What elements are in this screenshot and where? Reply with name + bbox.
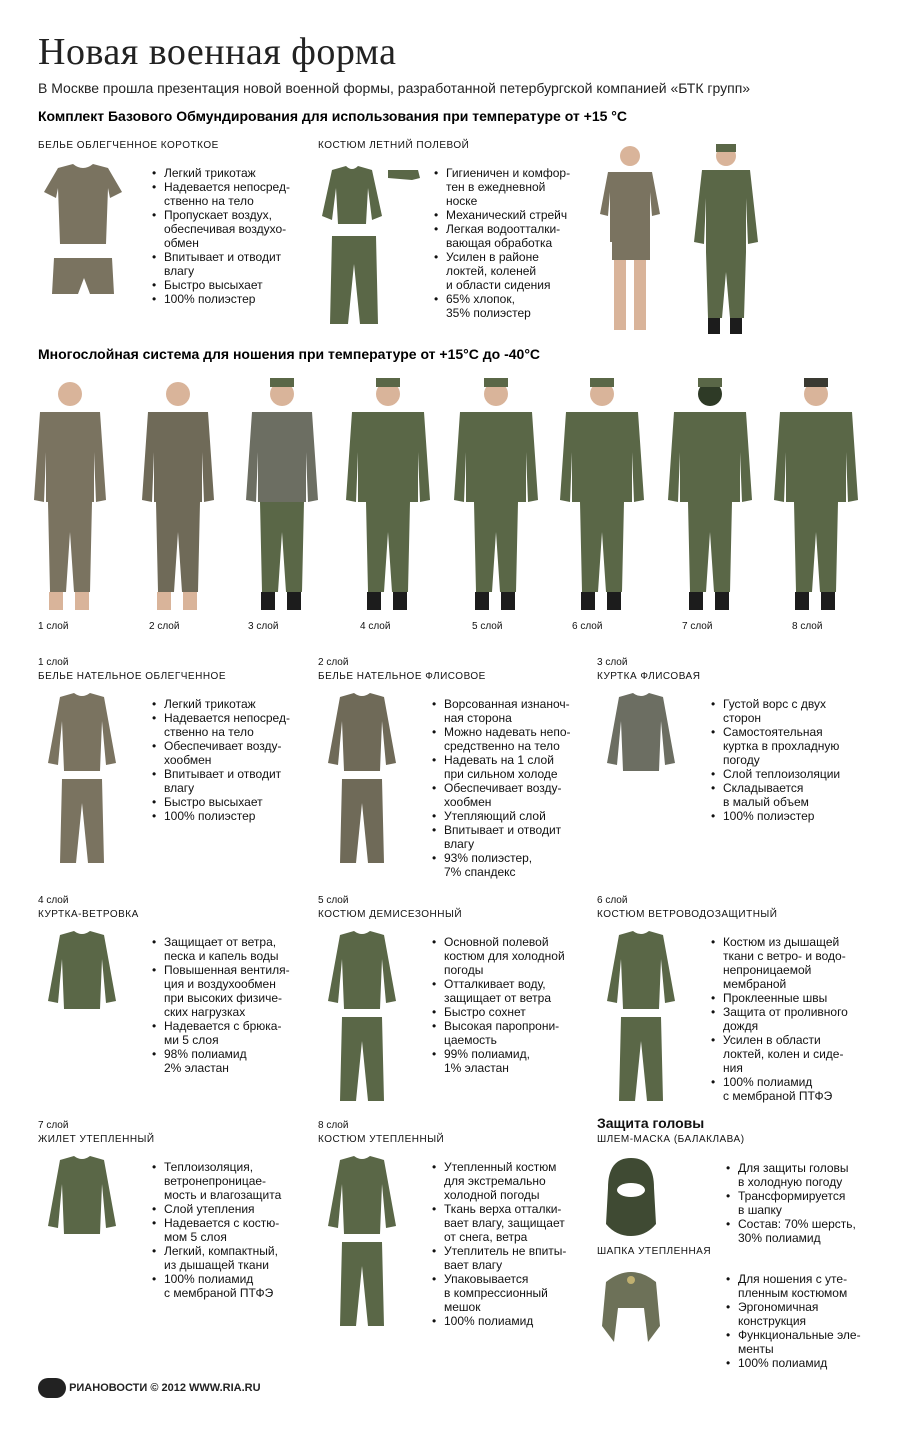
hat-bullets: [724, 1272, 898, 1370]
bullet: • 99% полиамид, 1% эластан: [444, 1047, 604, 1075]
detail-layer-number: 5 слой: [318, 895, 349, 906]
detail-label: КОСТЮМ УТЕПЛЕННЫЙ: [318, 1134, 445, 1145]
bullet: • 100% полиамид: [444, 1314, 604, 1328]
hat-label: ШАПКА УТЕПЛЕННАЯ: [597, 1246, 712, 1257]
layer-caption-3: 3 слой: [248, 621, 279, 632]
detail-label: КУРТКА-ВЕТРОВКА: [38, 909, 139, 920]
bullet: • Утеплитель не впиты- вает влагу: [444, 1244, 604, 1272]
layer-caption-2: 2 слой: [149, 621, 180, 632]
bullet: • 100% полиамид: [738, 1356, 898, 1370]
bullet: • 100% полиэстер: [164, 292, 314, 306]
bullet: • Проклеенные швы: [723, 991, 883, 1005]
bullet: • Впитывает и отводит влагу: [164, 767, 324, 795]
detail-garment-image: [318, 693, 418, 873]
item1-bullets: [150, 166, 314, 306]
layer-caption-6: 6 слой: [572, 621, 603, 632]
bullet: • Для защиты головы в холодную погоду: [738, 1161, 898, 1189]
bullet: • Утепленный костюм для экстремально холодной погоды: [444, 1160, 604, 1202]
balaclava-image: [596, 1156, 666, 1238]
bullet: • Теплоизоляция, ветронепроницае- мость и влагозащита: [164, 1160, 324, 1202]
detail-garment-image: [597, 931, 697, 1111]
bullet: • 100% полиэстер: [723, 809, 883, 823]
detail-label: БЕЛЬЕ НАТЕЛЬНОЕ ФЛИСОВОЕ: [318, 671, 486, 682]
bullet: • Надевается с костю- мом 5 слоя: [164, 1216, 324, 1244]
bullet: • 65% хлопок, 35% полиэстер: [446, 292, 606, 320]
base-kit-models-image: [596, 142, 776, 342]
detail-layer-number: 1 слой: [38, 657, 69, 668]
detail-bullets: [150, 1160, 324, 1300]
bullet: • Механический стрейч: [446, 208, 606, 222]
detail-layer-number: 6 слой: [597, 895, 628, 906]
bullet: • Густой ворс с двух сторон: [723, 697, 883, 725]
bullet: • Высокая паропрони- цаемость: [444, 1019, 604, 1047]
bullet: • Усилен в области локтей, колен и сиде- ния: [723, 1033, 883, 1075]
bullet: • Надевается непосред- ственно на тело: [164, 180, 314, 208]
bullet: • 93% полиэстер, 7% спандекс: [444, 851, 604, 879]
bullet: • Повышенная вентиля- ция и воздухообмен при высоких физиче- ских нагрузках: [164, 963, 324, 1019]
page-subtitle: В Москве прошла презентация новой военной формы, разработанной петербургской компанией «БТК групп»: [38, 80, 751, 96]
bullet: • Упаковывается в компрессионный мешок: [444, 1272, 604, 1314]
detail-bullets: [150, 697, 324, 823]
detail-bullets: [430, 935, 604, 1075]
detail-bullets: [709, 697, 883, 823]
bullet: • Утепляющий слой: [444, 809, 604, 823]
item-label: БЕЛЬЕ ОБЛЕГЧЕННОЕ КОРОТКОЕ: [38, 140, 219, 151]
bullet: • Гигиеничен и комфор- тен в ежедневной носке: [446, 166, 606, 208]
bullet: • 100% полиамид с мембраной ПТФЭ: [723, 1075, 883, 1103]
bullet: • Можно надевать непо- средственно на тело: [444, 725, 604, 753]
detail-bullets: [150, 935, 324, 1075]
bullet: • Надевать на 1 слой при сильном холоде: [444, 753, 604, 781]
layer-caption-8: 8 слой: [792, 621, 823, 632]
short-tshirt-image: [38, 162, 128, 302]
item-label: КОСТЮМ ЛЕТНИЙ ПОЛЕВОЙ: [318, 140, 470, 151]
detail-label: БЕЛЬЕ НАТЕЛЬНОЕ ОБЛЕГЧЕННОЕ: [38, 671, 226, 682]
bullet: • Самостоятельная куртка в прохладную погоду: [723, 725, 883, 767]
detail-label: ЖИЛЕТ УТЕПЛЕННЫЙ: [38, 1134, 155, 1145]
bullet: • Функциональные эле- менты: [738, 1328, 898, 1356]
layer-caption-4: 4 слой: [360, 621, 391, 632]
layer-caption-1: 1 слой: [38, 621, 69, 632]
bullet: • Пропускает воздух, обеспечивая воздухо- обмен: [164, 208, 314, 250]
section2-heading: Многослойная система для ношения при температуре от +15°С до -40°С: [38, 346, 541, 362]
bullet: • Легкий трикотаж: [164, 697, 324, 711]
detail-bullets: [430, 1160, 604, 1328]
detail-label: КОСТЮМ ДЕМИСЕЗОННЫЙ: [318, 909, 463, 920]
bullet: • 98% полиамид 2% эластан: [164, 1047, 324, 1075]
bullet: • Защита от проливного дождя: [723, 1005, 883, 1033]
bullet: • Слой теплоизоляции: [723, 767, 883, 781]
page-title: Новая военная форма: [38, 31, 397, 73]
bullet: • Ткань верха отталки- вает влагу, защищает от снега, ветра: [444, 1202, 604, 1244]
detail-layer-number: 2 слой: [318, 657, 349, 668]
detail-garment-image: [597, 693, 697, 873]
section1-heading: Комплект Базового Обмундирования для использования при температуре от +15 °С: [38, 108, 628, 124]
bullet: • Быстро сохнет: [444, 1005, 604, 1019]
bullet: • 100% полиамид с мембраной ПТФЭ: [164, 1272, 324, 1300]
detail-layer-number: 3 слой: [597, 657, 628, 668]
bullet: • Костюм из дышащей ткани с ветро- и водо- непроницаемой мембраной: [723, 935, 883, 991]
detail-garment-image: [38, 931, 138, 1111]
layer-models-image: [30, 372, 870, 618]
bullet: • Впитывает и отводит влагу: [164, 250, 314, 278]
detail-garment-image: [38, 693, 138, 873]
bullet: • Эргономичная конструкция: [738, 1300, 898, 1328]
balaclava-label: ШЛЕМ-МАСКА (БАЛАКЛАВА): [597, 1134, 745, 1145]
bullet: • Легкий, компактный, из дышащей ткани: [164, 1244, 324, 1272]
detail-label: КОСТЮМ ВЕТРОВОДОЗАЩИТНЫЙ: [597, 909, 778, 920]
layer-caption-7: 7 слой: [682, 621, 713, 632]
bullet: • Ворсованная изнаноч- ная сторона: [444, 697, 604, 725]
item2-bullets: [432, 166, 606, 320]
bullet: • Отталкивает воду, защищает от ветра: [444, 977, 604, 1005]
bullet: • Легкий трикотаж: [164, 166, 314, 180]
winter-hat-image: [596, 1262, 666, 1348]
bullet: • Быстро высыхает: [164, 278, 314, 292]
bullet: • Усилен в районе локтей, коленей и области сидения: [446, 250, 606, 292]
detail-label: КУРТКА ФЛИСОВАЯ: [597, 671, 701, 682]
detail-garment-image: [38, 1156, 138, 1336]
bullet: • Обеспечивает возду- хообмен: [164, 739, 324, 767]
detail-bullets: [709, 935, 883, 1103]
bullet: • Для ношения с уте- пленным костюмом: [738, 1272, 898, 1300]
footer: [38, 1378, 261, 1398]
detail-layer-number: 8 слой: [318, 1120, 349, 1131]
footer-copyright: © 2012 WWW.RIA.RU: [150, 1381, 261, 1394]
detail-garment-image: [318, 931, 418, 1111]
bullet: • Слой утепления: [164, 1202, 324, 1216]
head-heading: Защита головы: [597, 1115, 705, 1131]
bullet: • Обеспечивает возду- хообмен: [444, 781, 604, 809]
detail-garment-image: [318, 1156, 418, 1336]
bullet: • Впитывает и отводит влагу: [444, 823, 604, 851]
bullet: • Состав: 70% шерсть, 30% полиамид: [738, 1217, 898, 1245]
balaclava-bullets: [724, 1161, 898, 1245]
footer-brand: РИАНОВОСТИ: [69, 1381, 148, 1394]
layer-caption-5: 5 слой: [472, 621, 503, 632]
bullet: • Быстро высыхает: [164, 795, 324, 809]
detail-bullets: [430, 697, 604, 879]
ria-logo-icon: [38, 1378, 66, 1398]
bullet: • 100% полиэстер: [164, 809, 324, 823]
detail-layer-number: 4 слой: [38, 895, 69, 906]
bullet: • Легкая водоотталки- вающая обработка: [446, 222, 606, 250]
bullet: • Надевается непосред- ственно на тело: [164, 711, 324, 739]
bullet: • Трансформируется в шапку: [738, 1189, 898, 1217]
bullet: • Защищает от ветра, песка и капель воды: [164, 935, 324, 963]
bullet: • Надевается с брюка- ми 5 слоя: [164, 1019, 324, 1047]
detail-layer-number: 7 слой: [38, 1120, 69, 1131]
bullet: • Складывается в малый объем: [723, 781, 883, 809]
summer-suit-image: [316, 164, 436, 332]
bullet: • Основной полевой костюм для холодной погоды: [444, 935, 604, 977]
